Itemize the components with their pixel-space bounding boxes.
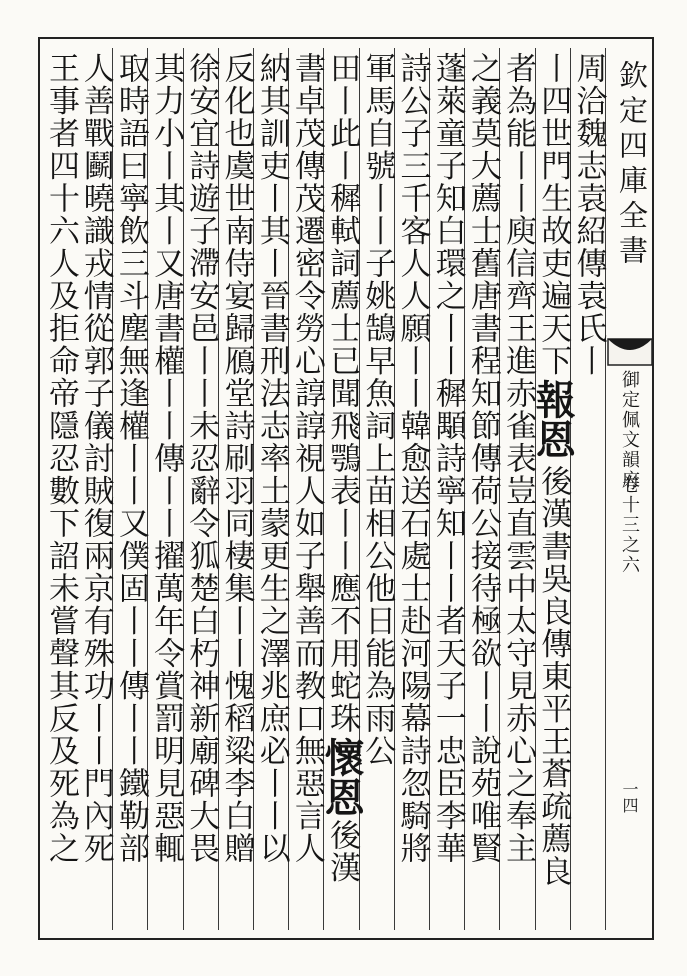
- column-text: 者為能丨丨庾信齊王進赤雀表豈直雲中太守見赤心之奉主: [500, 52, 537, 865]
- column-text: 人善戰鬬曉識戎情從郭子儀討賊復兩京有殊功丨丨門內死: [77, 52, 114, 865]
- column-text: 之義莫大薦士舊唐書程知節傳荷公接待極欲丨丨說苑唯賢: [464, 52, 501, 865]
- entry-heading: 懷恩: [318, 736, 366, 817]
- text-column: [500, 48, 535, 930]
- text-column: [254, 48, 289, 930]
- fish-tail-mark-icon: [606, 337, 654, 367]
- column-text: 書卓茂傳茂遷密令勞心諄諄視人如子舉善而教口無惡言人: [288, 52, 325, 865]
- text-column: [148, 48, 183, 930]
- text-column: [43, 48, 78, 930]
- text-column: [219, 48, 254, 930]
- entry-heading: 報恩: [529, 379, 577, 459]
- column-text: 詩公子三千客人人願丨丨韓愈送石處士赴河陽幕詩忽騎將: [394, 52, 431, 865]
- text-column: [184, 48, 219, 930]
- column-text: 周洽魏志袁紹傳袁氏丨: [570, 52, 607, 377]
- text-column: [571, 48, 606, 930]
- volume-number: 卷十三之六: [619, 475, 640, 575]
- column-text: 徐安宜詩遊子滯安邑丨丨未忍辭令狐楚白朽神新廟碑大畏: [183, 52, 220, 865]
- text-column: [430, 48, 465, 930]
- column-text: 後漢: [324, 818, 361, 884]
- column-text: 取時語曰寧飲三斗塵無逢權丨丨又僕固丨丨傳丨丨鐵勒部: [112, 52, 149, 865]
- column-text: 反化也虞世南侍宴歸鴈堂詩刷羽同棲集丨丨愧稻粱李白贈: [218, 52, 255, 865]
- column-text: 田丨此丨穉軾詞薦士已聞飛鶚表丨丨應不用蛇珠: [324, 52, 361, 735]
- column-text: 軍馬自號丨丨子姚鵠早魚詞上苗相公他日能為雨公: [359, 52, 396, 767]
- text-column: [113, 48, 148, 930]
- column-text: 其力小丨其丨又唐書權丨丨傳丨丨擢萬年令賞罰明見惡輒: [148, 52, 185, 865]
- page-margin: [606, 45, 654, 932]
- column-text: 納其訓吏丨其丨晉書刑法志率土蒙更生之澤兆庶必丨丨以: [253, 52, 290, 865]
- section-title: 御定佩文韻府: [619, 370, 640, 490]
- text-column: [318, 48, 366, 930]
- column-text: 蓬萊童子知白環之丨丨穉顒詩寧知丨丨者天子一忠臣李華: [429, 52, 466, 865]
- text-column: [395, 48, 430, 930]
- text-column: [78, 48, 113, 930]
- text-column: [465, 48, 500, 930]
- text-column: [289, 48, 324, 930]
- folio-number: 一四: [620, 781, 639, 813]
- column-text: 丨四世門生故吏遍天下: [535, 52, 572, 377]
- column-text: 王事者四十六人及拒命帝隱忍數下詔未嘗聲其反及死為之: [43, 52, 79, 865]
- series-title: 欽定四庫全書: [615, 60, 649, 270]
- column-text: 後漢書吳良傳東平王蒼疏薦良: [535, 465, 572, 888]
- text-column: [529, 48, 577, 930]
